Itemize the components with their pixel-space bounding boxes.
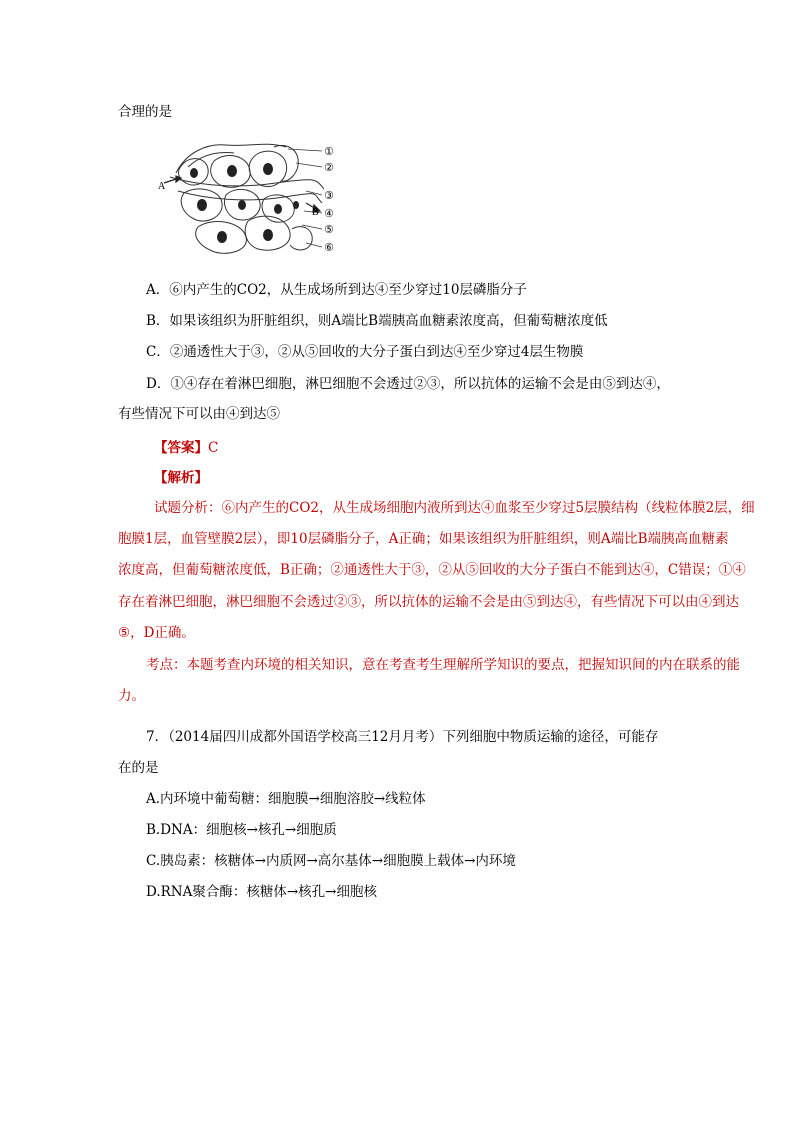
diagram-label-6: ⑥ [324, 241, 334, 254]
q7-stem-line2: 在的是 [118, 760, 159, 776]
q7-stem-line1: 7．（2014届四川成都外国语学校高三12月月考）下列细胞中物质运输的途径，可能存 [146, 729, 659, 745]
answer-label: 【答案】 [154, 440, 208, 456]
q6-option-d-line2: 有些情况下可以由④到达⑤ [118, 406, 280, 422]
analysis-line-4: 存在着淋巴细胞，淋巴细胞不会透过②③，所以抗体的运输不会是由⑤到达④，有些情况下可以由④到达 [118, 594, 739, 610]
kaodian-line-2: 力。 [118, 688, 145, 704]
q7-option-c: C.胰岛素：核糖体→内质网→高尔基体→细胞膜上载体→内环境 [146, 853, 516, 869]
analysis-line-5: ⑤，D正确。 [118, 625, 195, 641]
analysis-line-2: 胞膜1层，血管壁膜2层），即10层磷脂分子，A正确；如果该组织为肝脏组织，则A端比B端胰高血糖素 [118, 531, 729, 547]
answer-value: C [208, 440, 219, 456]
q7-option-a: A.内环境中葡萄糖：细胞膜→细胞溶胶→线粒体 [146, 791, 426, 807]
q6-stem-tail: 合理的是 [118, 104, 172, 120]
analysis-line-1: 试题分析：⑥内产生的CO2，从生成场细胞内液所到达④血浆至少穿过5层膜结构（线粒体膜2层，细 [154, 500, 755, 516]
q7-option-b: B.DNA：细胞核→核孔→细胞质 [146, 822, 337, 838]
kaodian-line-1: 考点：本题考查内环境的相关知识，意在考查考生理解所学知识的要点，把握知识间的内在联系的能 [146, 657, 740, 673]
analysis-line-3: 浓度高，但葡萄糖浓度低，B正确；②通透性大于③，②从⑤回收的大分子蛋白不能到达④，C错误；①④ [118, 562, 746, 578]
diagram-label-2: ② [324, 161, 334, 174]
diagram-label-a: A [158, 181, 166, 192]
answer-row [154, 440, 218, 456]
diagram-label-3: ③ [324, 189, 334, 202]
tissue-diagram [156, 133, 352, 261]
diagram-label-5: ⑤ [324, 223, 334, 236]
q7-option-d: D.RNA聚合酶：核糖体→核孔→细胞核 [146, 884, 377, 900]
q6-option-d-line1: D．①④存在着淋巴细胞，淋巴细胞不会透过②③，所以抗体的运输不会是由⑤到达④， [146, 376, 670, 392]
q6-option-c: C．②通透性大于③，②从⑤回收的大分子蛋白到达④至少穿过4层生物膜 [146, 344, 584, 360]
diagram-label-4: ④ [324, 207, 334, 220]
diagram-label-b: B [312, 207, 319, 218]
analysis-label: 【解析】 [154, 470, 208, 486]
q6-option-b: B．如果该组织为肝脏组织，则A端比B端胰高血糖素浓度高，但葡萄糖浓度低 [146, 313, 608, 329]
diagram-label-1: ① [324, 145, 334, 158]
q6-option-a: A．⑥内产生的CO2，从生成场所到达④至少穿过10层磷脂分子 [146, 282, 527, 298]
